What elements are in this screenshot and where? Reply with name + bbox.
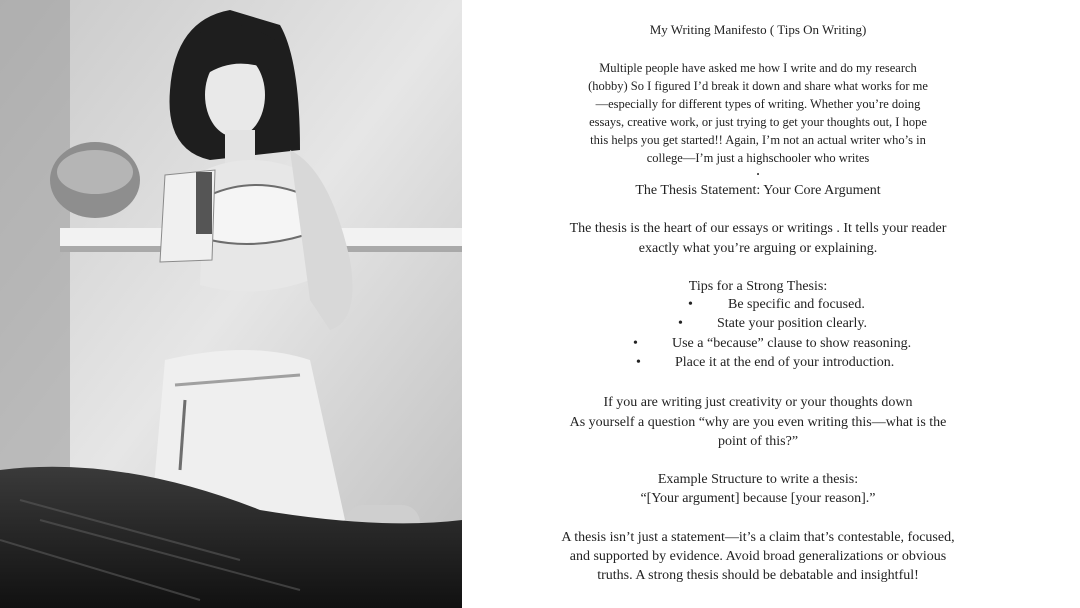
closing-line: A thesis isn’t just a statement—it’s a claim that’s contestable, focused, — [561, 530, 955, 545]
tips-heading: Tips for a Strong Thesis: — [688, 279, 828, 294]
intro-line: —especially for different types of writing. Whether you’re doing — [595, 97, 921, 111]
closing-line: and supported by evidence. Avoid broad generalizations or obvious — [569, 549, 947, 564]
list-item — [478, 355, 1038, 375]
intro-line: (hobby) So I figured I’d break it down and share what works for me — [588, 79, 928, 93]
separator-dot: • — [756, 170, 760, 179]
bullet-icon: • — [636, 355, 641, 370]
bullet-icon: • — [633, 336, 638, 351]
doc-title: My Writing Manifesto ( Tips On Writing) — [649, 22, 867, 37]
list-item — [478, 297, 1038, 317]
intro-line: essays, creative work, or just trying to get your thoughts out, I hope — [589, 115, 927, 129]
list-item — [478, 336, 1038, 356]
photo — [0, 0, 462, 608]
document — [478, 0, 1038, 608]
tip-text: Be specific and focused. — [728, 297, 865, 312]
portrait-photo-icon — [0, 0, 462, 608]
bullet-icon: • — [678, 316, 683, 331]
creative-note-line: point of this?” — [717, 434, 799, 449]
bullet-icon: • — [688, 297, 693, 312]
example-structure: “[Your argument] because [your reason].” — [640, 491, 876, 506]
tip-text: Use a “because” clause to show reasoning. — [672, 336, 912, 351]
tip-text: Place it at the end of your introduction. — [675, 355, 895, 370]
list-item — [478, 316, 1038, 336]
closing-line: truths. A strong thesis should be debatable and insightful! — [597, 568, 919, 583]
creative-note-line: As yourself a question “why are you even writing this—what is the — [569, 415, 947, 430]
creative-note-line: If you are writing just creativity or your thoughts down — [603, 395, 913, 410]
example-heading: Example Structure to write a thesis: — [657, 472, 859, 487]
thesis-intro-line: The thesis is the heart of our essays or writings . It tells your reader — [569, 221, 947, 236]
section-heading: The Thesis Statement: Your Core Argument — [635, 183, 881, 198]
tip-text: State your position clearly. — [717, 316, 867, 331]
intro-line: Multiple people have asked me how I write and do my research — [599, 61, 917, 75]
intro-line: this helps you get started!! Again, I’m not an actual writer who’s in — [590, 133, 926, 147]
thesis-intro-line: exactly what you’re arguing or explaining. — [638, 241, 878, 256]
intro-line: college—I’m just a highschooler who writes — [646, 151, 870, 165]
